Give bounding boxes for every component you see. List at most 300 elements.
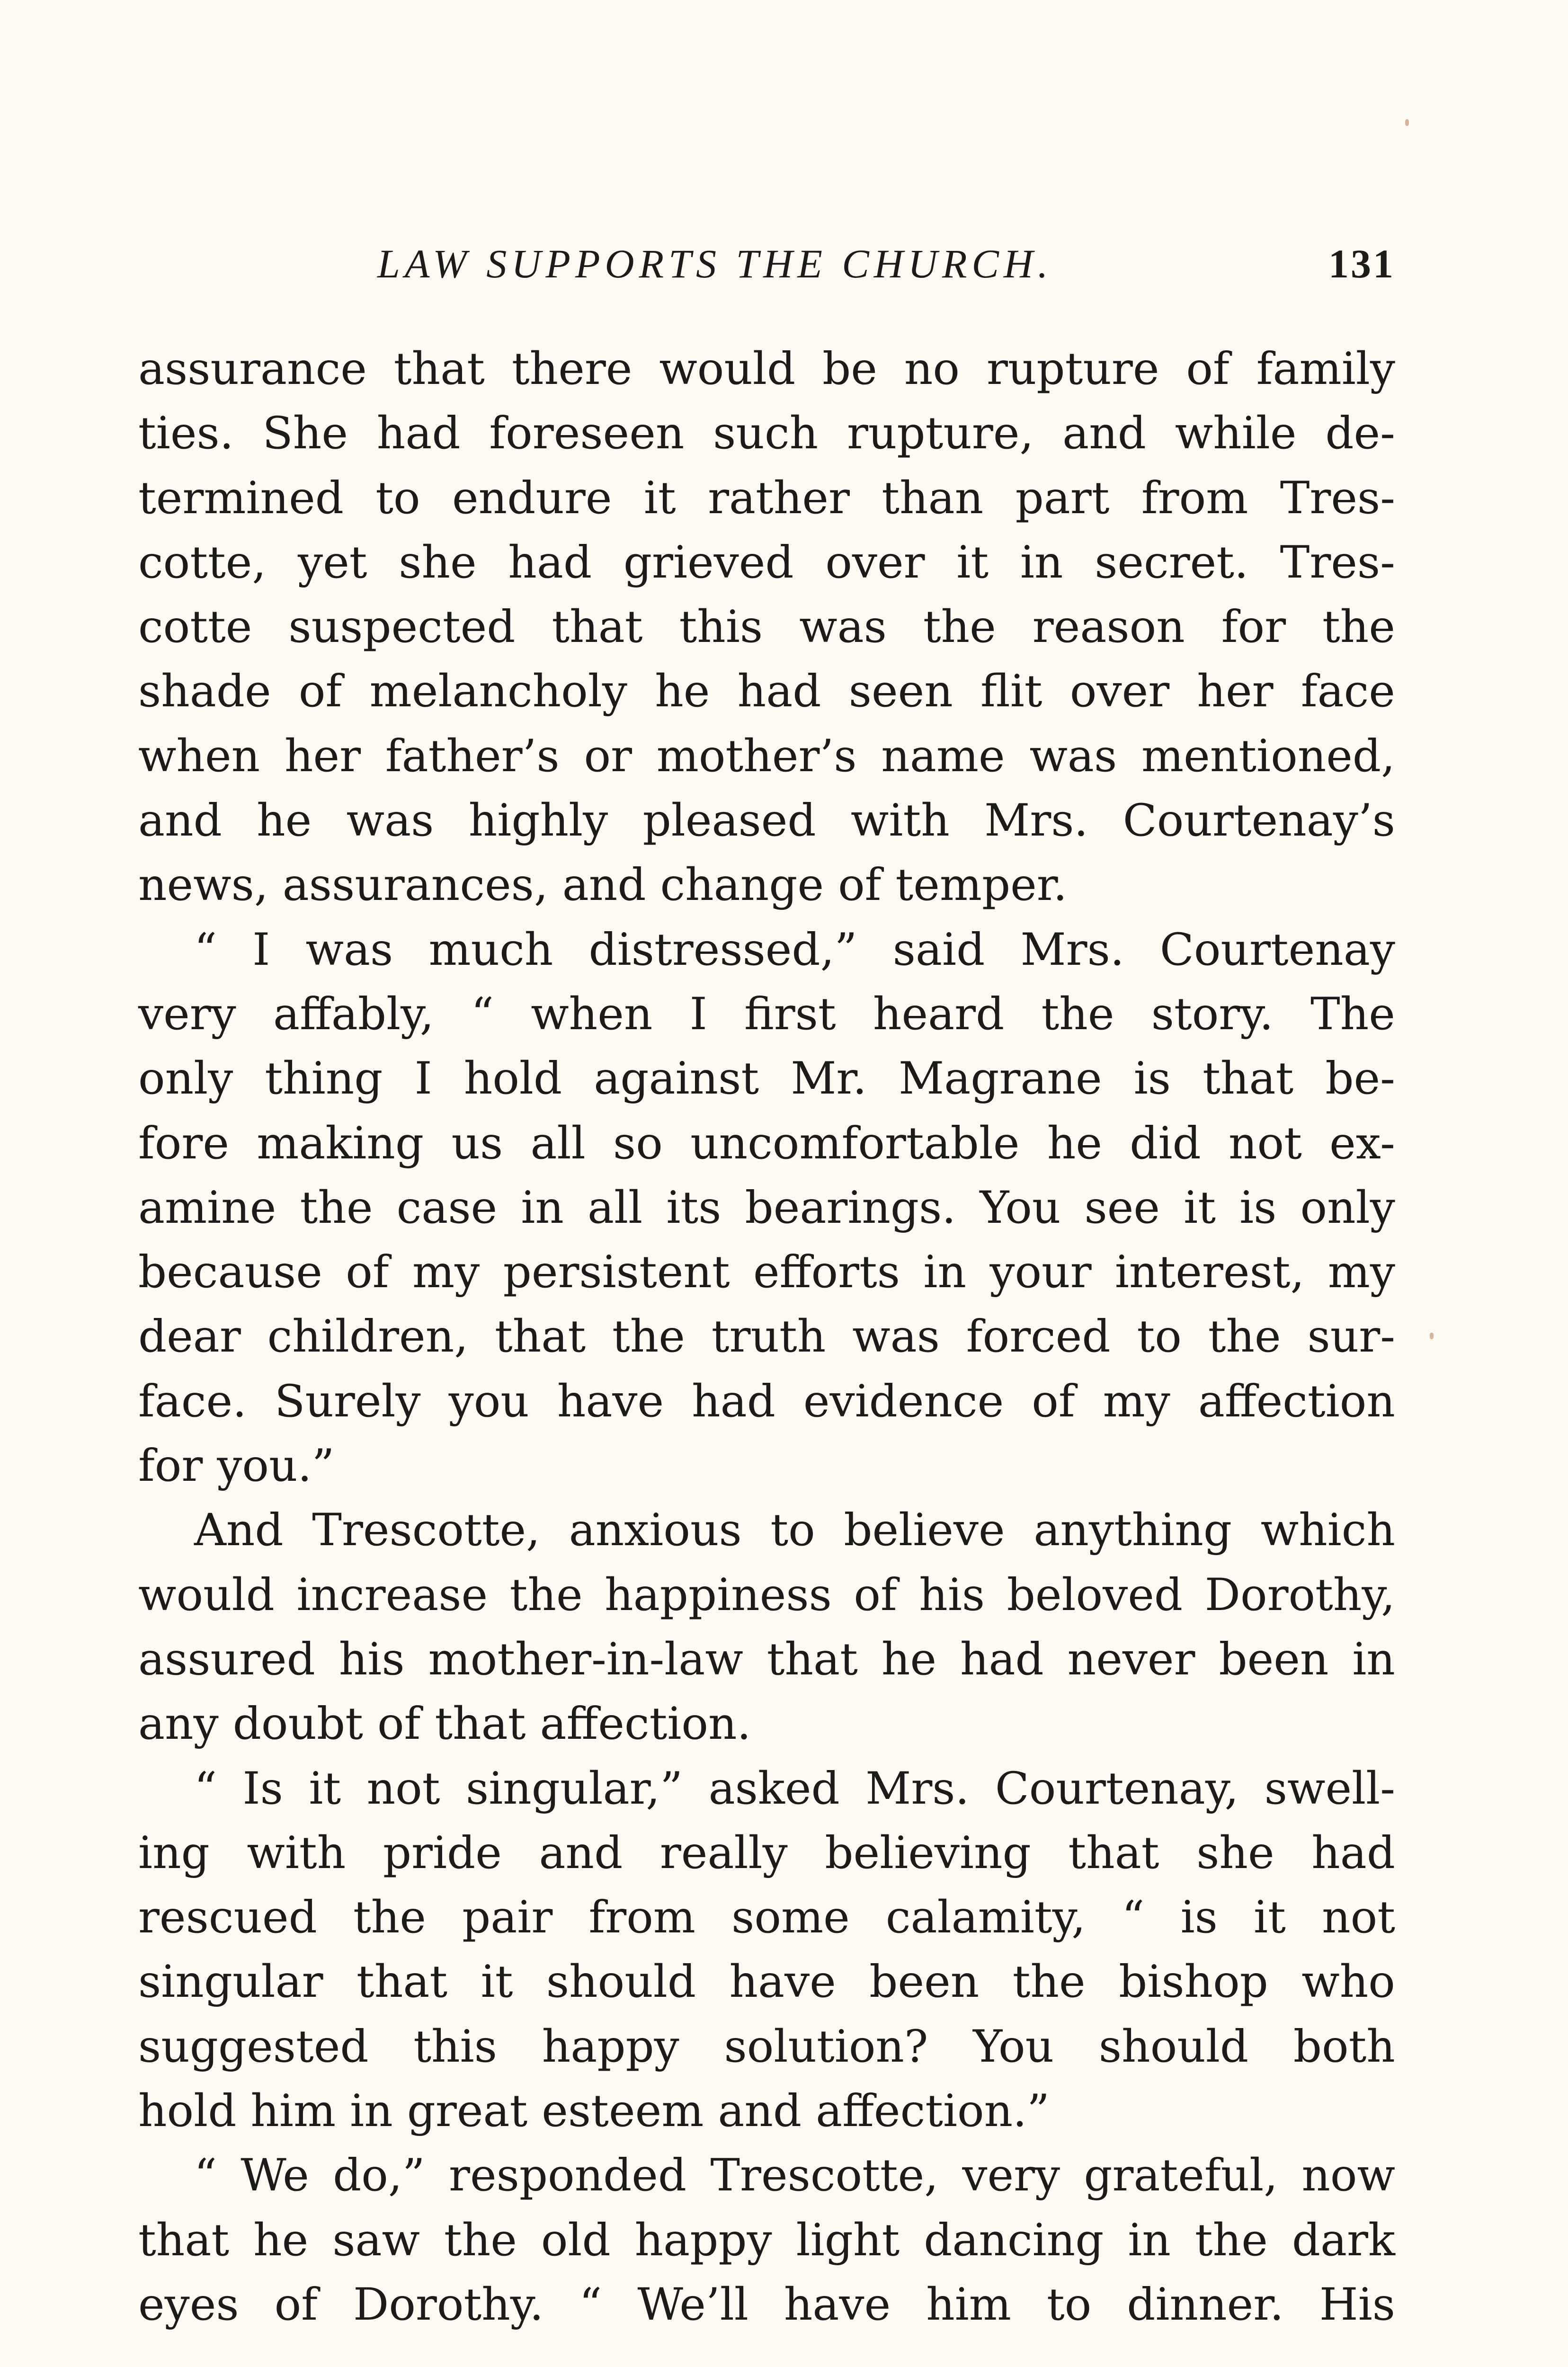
- word: over: [825, 536, 925, 588]
- word: doubt: [232, 1698, 363, 1750]
- word: eyes: [138, 2278, 239, 2331]
- word: Tres-: [1280, 536, 1395, 588]
- word: it: [481, 1956, 513, 2008]
- word: with: [247, 1827, 346, 1879]
- word: from: [588, 1892, 695, 1944]
- word: had: [1311, 1827, 1395, 1879]
- text-line: [138, 2015, 1395, 2079]
- word: us: [451, 1117, 503, 1169]
- word: hold: [138, 2085, 237, 2137]
- word: it: [643, 472, 676, 524]
- word: calamity,: [885, 1892, 1086, 1944]
- word: case: [396, 1182, 498, 1234]
- word: You: [973, 2020, 1054, 2073]
- word: be-: [1325, 1053, 1395, 1105]
- word: rupture,: [846, 408, 1034, 460]
- word: thing: [265, 1053, 383, 1105]
- word: name: [881, 730, 1005, 782]
- word: all: [530, 1117, 586, 1169]
- word: against: [594, 1053, 759, 1105]
- word: You: [980, 1182, 1061, 1234]
- word: than: [882, 472, 984, 524]
- word: family: [1256, 343, 1395, 395]
- word: grateful,: [1084, 2150, 1278, 2202]
- word: that: [494, 1311, 586, 1363]
- word: was: [346, 795, 434, 847]
- word: now: [1301, 2150, 1395, 2202]
- text-line: [138, 1886, 1395, 1950]
- word: the: [1041, 988, 1114, 1040]
- word: “: [471, 988, 494, 1040]
- word: he: [1047, 1117, 1102, 1169]
- word: her: [284, 730, 361, 782]
- word: there: [511, 343, 633, 395]
- word: ex-: [1329, 1117, 1395, 1169]
- word: rupture: [986, 343, 1159, 395]
- word: affably,: [273, 988, 434, 1040]
- word: We: [241, 2150, 309, 2202]
- word: affection: [1198, 1375, 1395, 1427]
- word: is: [1239, 1182, 1277, 1234]
- word: “: [194, 1762, 217, 1815]
- word: de-: [1325, 408, 1395, 460]
- word: first: [744, 988, 836, 1040]
- word: the: [612, 1311, 685, 1363]
- word: cotte: [138, 601, 252, 653]
- word: so: [613, 1117, 663, 1169]
- text-line: [138, 1240, 1395, 1305]
- word: all: [588, 1182, 643, 1234]
- word: for: [1221, 601, 1286, 653]
- text-line: [138, 1757, 1395, 1821]
- word: said: [892, 924, 985, 976]
- word: Dorothy.: [353, 2278, 544, 2331]
- word: in: [1352, 1633, 1395, 1685]
- word: making: [257, 1117, 424, 1169]
- word: such: [713, 408, 819, 460]
- word: responded: [449, 2150, 687, 2202]
- word: yet: [298, 536, 367, 588]
- word: efforts: [753, 1246, 900, 1299]
- word: in: [1128, 2214, 1171, 2266]
- text-line: [138, 724, 1395, 789]
- word: had: [376, 408, 461, 460]
- word: anxious: [569, 1504, 742, 1557]
- word: Mrs.: [1020, 924, 1124, 976]
- text-line: [138, 1563, 1395, 1628]
- word: both: [1293, 2020, 1395, 2073]
- word: the: [1322, 601, 1395, 653]
- word: and: [138, 795, 222, 847]
- text-line: [138, 2208, 1395, 2273]
- text-line: [138, 1821, 1395, 1886]
- word: the: [509, 1569, 583, 1621]
- word: he: [655, 666, 710, 718]
- word: of: [377, 1698, 421, 1750]
- word: ties.: [138, 408, 234, 460]
- word: is: [1133, 1053, 1171, 1105]
- word: Courtenay: [1159, 924, 1395, 976]
- word: and: [562, 859, 646, 911]
- word: while: [1175, 408, 1297, 460]
- text-line: [138, 466, 1395, 531]
- word: when: [531, 988, 653, 1040]
- word: only: [1300, 1182, 1395, 1234]
- word: And: [194, 1504, 284, 1557]
- word: highly: [468, 795, 608, 847]
- text-line: [138, 982, 1395, 1047]
- word: your: [989, 1246, 1092, 1299]
- word: did: [1130, 1117, 1201, 1169]
- word: dinner.: [1127, 2278, 1284, 2331]
- word: very: [138, 988, 236, 1040]
- word: increase: [296, 1569, 488, 1621]
- text-line: [138, 1628, 1395, 1692]
- word: believe: [844, 1504, 1005, 1557]
- text-line: [138, 1176, 1395, 1240]
- word: not: [366, 1762, 440, 1815]
- word: part: [1015, 472, 1110, 524]
- word: happy: [542, 2020, 679, 2073]
- word: who: [1301, 1956, 1395, 2008]
- word: singular,”: [465, 1762, 683, 1815]
- word: his: [339, 1633, 405, 1685]
- text-line: [138, 1692, 1395, 1756]
- word: that: [435, 1698, 526, 1750]
- word: affection.: [540, 1698, 751, 1750]
- word: singular: [138, 1956, 323, 2008]
- word: Courtenay,: [995, 1762, 1239, 1815]
- word: assurance: [138, 343, 367, 395]
- word: had: [508, 536, 592, 588]
- word: my: [1327, 1246, 1395, 1299]
- word: suspected: [288, 601, 516, 653]
- word: secret.: [1095, 536, 1248, 588]
- word: for: [138, 1440, 203, 1492]
- word: We’ll: [637, 2278, 748, 2331]
- word: had: [737, 666, 821, 718]
- word: her: [1197, 666, 1274, 718]
- word: “: [579, 2278, 602, 2331]
- word: cotte,: [138, 536, 267, 588]
- word: news,: [138, 859, 268, 911]
- word: any: [138, 1698, 219, 1750]
- word: mother-in-law: [428, 1633, 743, 1685]
- word: was: [799, 601, 887, 653]
- word: to: [1137, 1311, 1182, 1363]
- word: termined: [138, 472, 344, 524]
- running-header: [138, 238, 1395, 290]
- word: solution?: [724, 2020, 928, 2073]
- word: dark: [1292, 2214, 1395, 2266]
- word: and: [718, 2085, 802, 2137]
- paper-speck: [1430, 1333, 1434, 1339]
- word: him: [926, 2278, 1011, 2331]
- word: this: [413, 2020, 497, 2073]
- word: some: [731, 1892, 850, 1944]
- word: never: [1067, 1633, 1195, 1685]
- word: be: [822, 343, 877, 395]
- word: “: [194, 924, 217, 976]
- word: in: [923, 1246, 966, 1299]
- word: would: [138, 1569, 275, 1621]
- word: assured: [138, 1633, 315, 1685]
- word: this: [679, 601, 763, 653]
- word: reason: [1032, 601, 1185, 653]
- word: change: [660, 859, 824, 911]
- paper-speck: [1405, 119, 1409, 126]
- word: The: [1310, 988, 1395, 1040]
- word: the: [923, 601, 996, 653]
- word: seen: [848, 666, 953, 718]
- word: had: [692, 1375, 775, 1427]
- word: that: [138, 2214, 230, 2266]
- text-line: [138, 2273, 1395, 2337]
- word: children,: [267, 1311, 469, 1363]
- word: not: [1322, 1892, 1395, 1944]
- text-line: [138, 595, 1395, 659]
- word: not: [1228, 1117, 1302, 1169]
- word: assurances,: [282, 859, 548, 911]
- word: suggested: [138, 2020, 369, 2073]
- text-line: [138, 1434, 1395, 1498]
- word: heard: [873, 988, 1005, 1040]
- text-line: [138, 1498, 1395, 1563]
- word: of: [298, 666, 342, 718]
- word: I: [252, 924, 270, 976]
- word: she: [1196, 1827, 1274, 1879]
- word: Mrs.: [865, 1762, 970, 1815]
- word: Magrane: [899, 1053, 1102, 1105]
- word: pleased: [642, 795, 816, 847]
- word: in: [350, 2085, 393, 2137]
- word: mentioned,: [1141, 730, 1395, 782]
- word: hold: [463, 1053, 562, 1105]
- word: Mr.: [791, 1053, 867, 1105]
- word: persistent: [503, 1246, 730, 1299]
- word: been: [1219, 1633, 1329, 1685]
- word: I: [414, 1053, 432, 1105]
- word: Dorothy,: [1204, 1569, 1395, 1621]
- text-line: [138, 2144, 1395, 2208]
- word: only: [138, 1053, 233, 1105]
- word: my: [1103, 1375, 1170, 1427]
- word: the: [1208, 1311, 1281, 1363]
- word: pair: [462, 1892, 553, 1944]
- word: in: [521, 1182, 564, 1234]
- word: of: [1186, 343, 1229, 395]
- word: believing: [825, 1827, 1031, 1879]
- word: the: [1194, 2214, 1268, 2266]
- text-line: [138, 1305, 1395, 1369]
- word: anything: [1033, 1504, 1232, 1557]
- word: which: [1260, 1504, 1395, 1557]
- word: over: [1069, 666, 1170, 718]
- word: was: [852, 1311, 940, 1363]
- word: Tres-: [1280, 472, 1395, 524]
- word: or: [584, 730, 632, 782]
- word: Trescotte,: [710, 2150, 939, 2202]
- word: that: [1068, 1827, 1159, 1879]
- word: rather: [708, 472, 850, 524]
- word: rescued: [138, 1892, 317, 1944]
- word: with: [850, 795, 950, 847]
- word: he: [881, 1633, 937, 1685]
- word: Trescotte,: [312, 1504, 541, 1557]
- word: have: [557, 1375, 664, 1427]
- word: his: [919, 1569, 985, 1621]
- word: do,”: [333, 2150, 425, 2202]
- word: beloved: [1007, 1569, 1183, 1621]
- word: you: [448, 1375, 529, 1427]
- word: should: [1098, 2020, 1249, 2073]
- word: the: [300, 1182, 373, 1234]
- word: had: [960, 1633, 1044, 1685]
- word: dancing: [924, 2214, 1104, 2266]
- word: it: [1254, 1892, 1286, 1944]
- word: affection.”: [816, 2085, 1050, 2137]
- word: in: [1020, 536, 1063, 588]
- text-line: [138, 789, 1395, 853]
- word: that: [356, 1956, 448, 2008]
- word: have: [729, 1956, 836, 2008]
- word: because: [138, 1246, 322, 1299]
- word: really: [659, 1827, 788, 1879]
- word: it: [956, 536, 989, 588]
- word: saw: [332, 2214, 420, 2266]
- word: swell-: [1264, 1762, 1395, 1815]
- word: that: [1203, 1053, 1294, 1105]
- word: much: [428, 924, 553, 976]
- word: of: [346, 1246, 389, 1299]
- word: he: [253, 2214, 309, 2266]
- word: it: [309, 1762, 341, 1815]
- word: She: [262, 408, 348, 460]
- word: bishop: [1119, 1956, 1268, 2008]
- word: very: [962, 2150, 1060, 2202]
- word: temper.: [895, 859, 1068, 911]
- text-line: [138, 337, 1395, 401]
- word: Surely: [274, 1375, 421, 1427]
- word: asked: [708, 1762, 840, 1815]
- text-line: [138, 1112, 1395, 1176]
- word: evidence: [803, 1375, 1004, 1427]
- word: foreseen: [489, 408, 685, 460]
- word: old: [541, 2214, 611, 2266]
- word: Mrs.: [984, 795, 1088, 847]
- word: and: [539, 1827, 623, 1879]
- word: of: [838, 859, 882, 911]
- word: His: [1319, 2278, 1395, 2331]
- word: that: [393, 343, 485, 395]
- word: sur-: [1307, 1311, 1395, 1363]
- word: Is: [242, 1762, 283, 1815]
- word: flit: [980, 666, 1042, 718]
- word: would: [659, 343, 796, 395]
- text-line: [138, 918, 1395, 982]
- word: to: [375, 472, 420, 524]
- word: interest,: [1114, 1246, 1305, 1299]
- word: from: [1141, 472, 1248, 524]
- text-line: [138, 659, 1395, 724]
- word: him: [250, 2085, 336, 2137]
- word: the: [353, 1892, 426, 1944]
- word: distressed,”: [588, 924, 857, 976]
- word: esteem: [542, 2085, 704, 2137]
- word: no: [904, 343, 960, 395]
- word: that: [552, 601, 643, 653]
- word: endure: [452, 472, 612, 524]
- word: face.: [138, 1375, 247, 1427]
- word: it: [1184, 1182, 1216, 1234]
- word: amine: [138, 1182, 276, 1234]
- word: should: [546, 1956, 696, 2008]
- word: the: [444, 2214, 517, 2266]
- running-title: LAW SUPPORTS THE CHURCH.: [377, 241, 1053, 286]
- word: happiness: [605, 1569, 832, 1621]
- word: is: [1180, 1892, 1218, 1944]
- word: father’s: [385, 730, 560, 782]
- word: of: [1032, 1375, 1075, 1427]
- text-line: [138, 1370, 1395, 1434]
- word: uncomfortable: [690, 1117, 1020, 1169]
- word: story.: [1151, 988, 1274, 1040]
- word: and: [1062, 408, 1146, 460]
- text-line: [138, 401, 1395, 466]
- word: that: [766, 1633, 858, 1685]
- word: she: [399, 536, 477, 588]
- word: was: [1029, 730, 1117, 782]
- word: to: [770, 1504, 815, 1557]
- word: melancholy: [369, 666, 627, 718]
- text-line: [138, 1950, 1395, 2014]
- word: of: [274, 2278, 318, 2331]
- word: its: [666, 1182, 722, 1234]
- word: have: [784, 2278, 891, 2331]
- word: was: [305, 924, 393, 976]
- word: fore: [138, 1117, 229, 1169]
- page-number: 131: [1328, 241, 1395, 286]
- text-line: [138, 853, 1395, 917]
- word: grieved: [623, 536, 794, 588]
- word: to: [1046, 2278, 1092, 2331]
- word: he: [257, 795, 312, 847]
- word: forced: [966, 1311, 1111, 1363]
- word: great: [407, 2085, 528, 2137]
- word: face: [1301, 666, 1395, 718]
- word: mother’s: [656, 730, 857, 782]
- word: “: [194, 2150, 217, 2202]
- word: “: [1122, 1892, 1145, 1944]
- word: when: [138, 730, 260, 782]
- word: been: [869, 1956, 980, 2008]
- word: ing: [138, 1827, 210, 1879]
- word: shade: [138, 666, 271, 718]
- word: I: [689, 988, 707, 1040]
- text-line: [138, 531, 1395, 595]
- word: see: [1084, 1182, 1160, 1234]
- word: my: [412, 1246, 480, 1299]
- word: truth: [711, 1311, 826, 1363]
- word: Courtenay’s: [1123, 795, 1395, 847]
- word: you.”: [217, 1440, 335, 1492]
- body-text: [138, 337, 1395, 2337]
- word: bearings.: [745, 1182, 956, 1234]
- word: pride: [383, 1827, 502, 1879]
- word: dear: [138, 1311, 241, 1363]
- text-line: [138, 1047, 1395, 1111]
- word: of: [854, 1569, 897, 1621]
